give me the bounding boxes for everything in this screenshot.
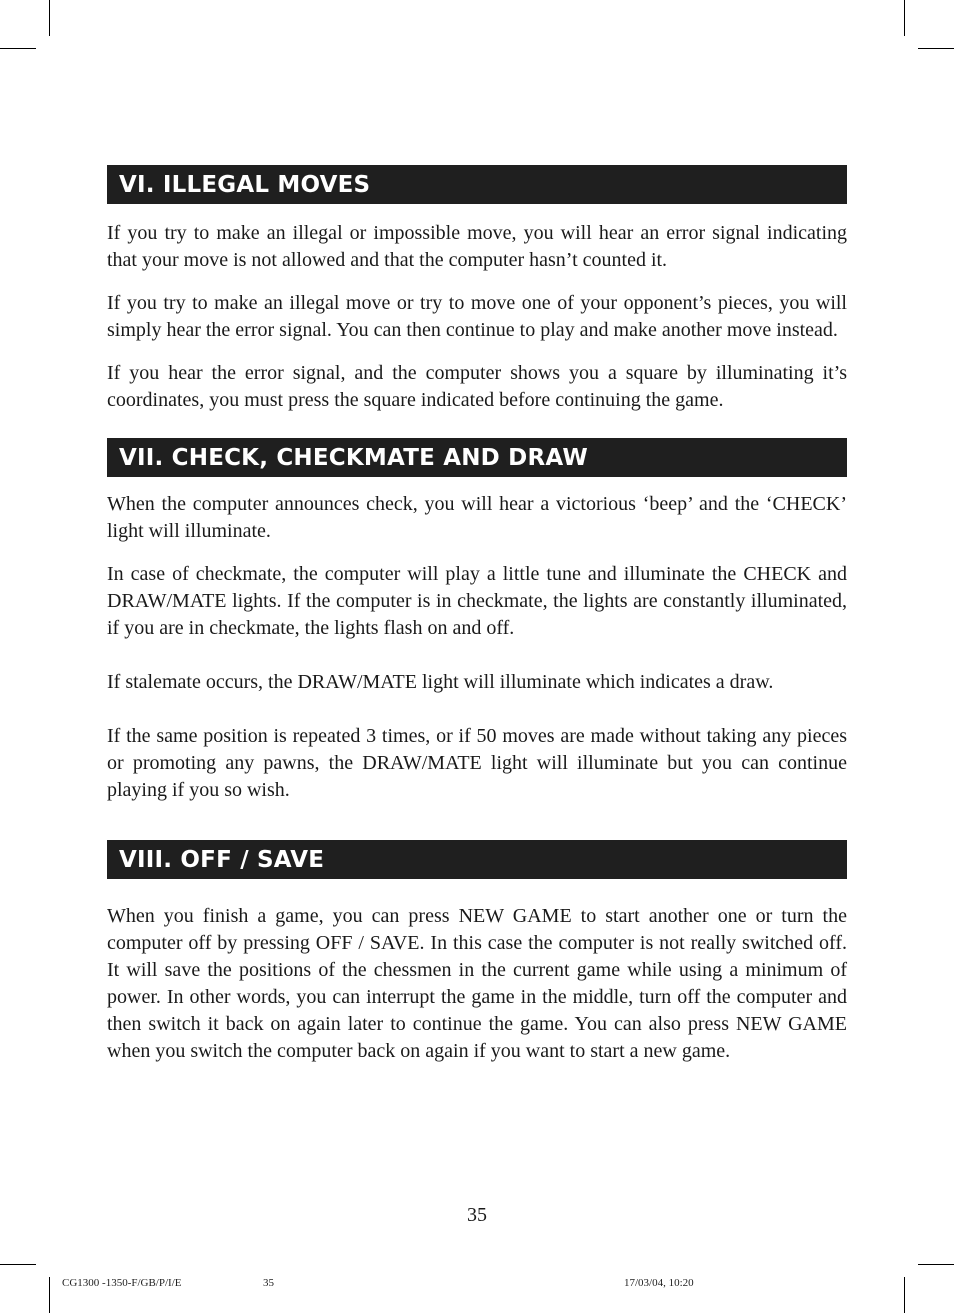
page-content [107,165,847,1065]
crop-mark [904,0,905,36]
paragraph: If you try to make an illegal move or try to move one of your opponent’s pieces, you will simply hear the error signal. You can then continue to play and make another move instead. [107,292,847,341]
crop-mark [0,1264,36,1265]
section-heading-check-checkmate-draw: VII. CHECK, CHECKMATE AND DRAW [107,438,847,477]
crop-mark [49,0,50,36]
paragraph: If you try to make an illegal or impossible move, you will hear an error signal indicating that your move is not allowed and that the computer hasn’t counted it. [107,222,847,271]
paragraph: If the same position is repeated 3 times, or if 50 moves are made without taking any pieces or promoting any pawns, the DRAW/MATE light will illuminate but you can continue playing if you so wish. [107,725,847,801]
crop-mark [49,1277,50,1313]
footer-doc-code: CG1300 -1350-F/GB/P/I/E [62,1277,182,1289]
crop-mark [0,48,36,49]
paragraph: If you hear the error signal, and the computer shows you a square by illuminating it’s coordinates, you must press the square indicated before continuing the game. [107,362,847,411]
footer-page: 35 [263,1277,274,1289]
footer-timestamp: 17/03/04, 10:20 [624,1277,694,1289]
crop-mark [918,48,954,49]
section-heading-off-save: VIII. OFF / SAVE [107,840,847,879]
paragraph: In case of checkmate, the computer will play a little tune and illuminate the CHECK and DRAW/MATE lights. If the computer is in checkmate, the lights are constantly illuminated, if you are in checkmate, the lights flash on and off. [107,563,847,639]
crop-mark [918,1264,954,1265]
section-heading-illegal-moves: VI. ILLEGAL MOVES [107,165,847,204]
page-number: 35 [467,1204,487,1226]
paragraph: When you finish a game, you can press NEW GAME to start another one or turn the computer off by pressing OFF / SAVE. In this case the computer is not really switched off. It will save the positions of the chessmen in the current game while using a minimum of power. In other words, you can interrupt the game in the middle, turn off the computer and then switch it back on again later to continue the game. You can also press NEW GAME when you switch the computer back on again if you want to start a new game. [107,905,847,1062]
paragraph: When the computer announces check, you will hear a victorious ‘beep’ and the ‘CHECK’ light will illuminate. [107,493,847,542]
crop-mark [904,1277,905,1313]
paragraph: If stalemate occurs, the DRAW/MATE light will illuminate which indicates a draw. [107,671,774,693]
